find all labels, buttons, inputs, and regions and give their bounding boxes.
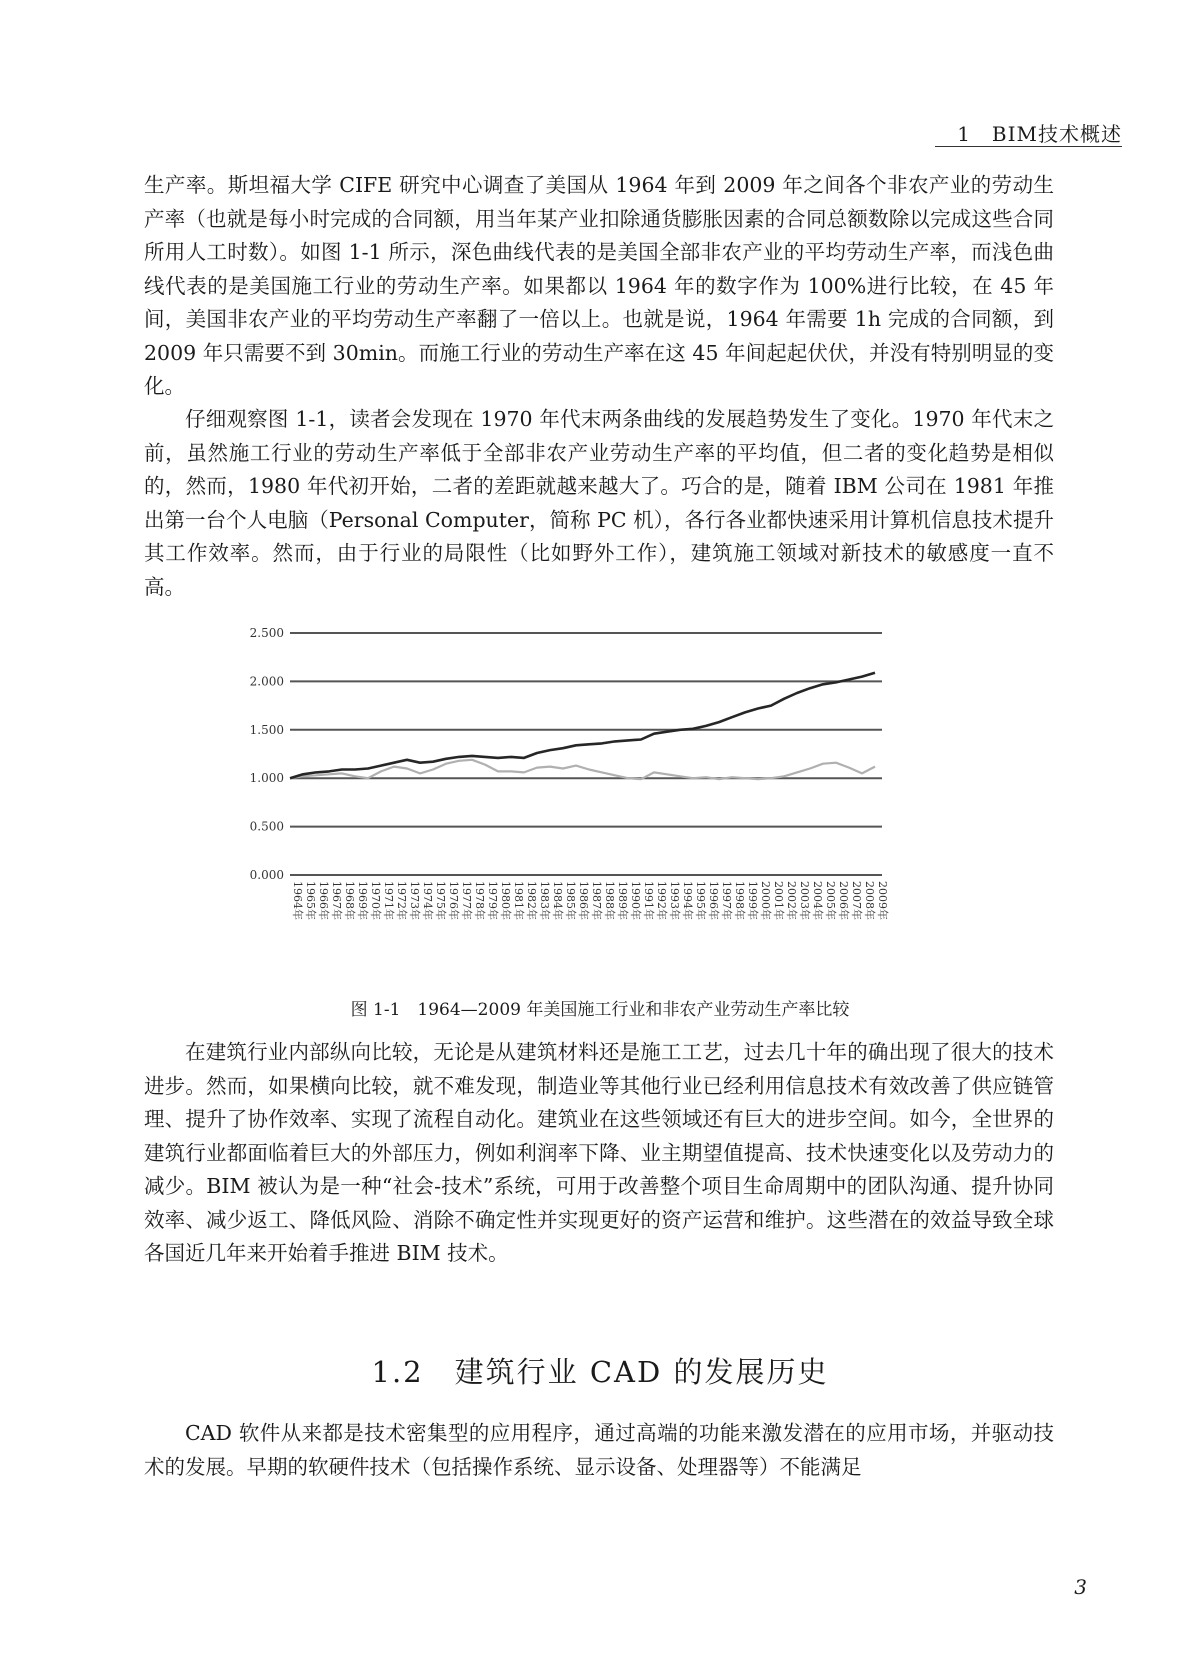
y-tick-label: 2.500 (249, 626, 284, 640)
x-tick-label: 1995年 (694, 881, 707, 920)
x-tick-label: 1992年 (655, 881, 668, 920)
x-tick-label: 2009年 (876, 881, 889, 920)
x-tick-label: 2000年 (759, 881, 772, 920)
series-line (290, 760, 875, 779)
x-tick-label: 1968年 (343, 881, 356, 920)
chart-gridlines (290, 633, 882, 875)
x-tick-label: 1971年 (382, 881, 395, 920)
x-tick-label: 1987年 (590, 881, 603, 920)
x-tick-label: 2004年 (811, 881, 824, 920)
x-tick-label: 1972年 (395, 881, 408, 920)
chart-series (290, 673, 875, 780)
x-tick-label: 1978年 (473, 881, 486, 920)
x-tick-label: 2008年 (863, 881, 876, 920)
x-tick-label: 1990年 (629, 881, 642, 920)
series-line (290, 673, 875, 779)
x-tick-label: 1979年 (486, 881, 499, 920)
x-tick-label: 1989年 (616, 881, 629, 920)
x-tick-label: 1975年 (434, 881, 447, 920)
y-tick-label: 1.500 (249, 722, 284, 737)
figure-caption: 图 1-1 1964—2009 年美国施工行业和非农产业劳动生产率比较 (350, 1000, 850, 1020)
paragraph-3: 在建筑行业内部纵向比较，无论是从建筑材料还是施工工艺，过去几十年的确出现了很大的技术进步。然而，如果横向比较，就不难发现，制造业等其他行业已经利用信息技术有效改善了供应链管理、提升了协作效率、实现了流程自动化。建筑业在这些领域还有巨大的进步空间。如今，全世界的建筑行业都面临着巨大的外部压力，例如利润率下降、业主期望值提高、技术快速变化以及劳动力的减少。BIM 被认为是一种“社会-技术”系统，可用于改善整个项目生命周期中的团队沟通、提升协同效率、减少返工、降低风险、消除不确定性并实现更好的资产运营和维护。这些潜在的效益导致全球各国近几年来开始着手推进 BIM 技术。 (144, 1040, 1054, 1265)
y-tick-label: 2.000 (249, 674, 284, 689)
x-tick-label: 1983年 (538, 881, 551, 920)
paragraph-4: CAD 软件从来都是技术密集型的应用程序，通过高端的功能来激发潜在的应用市场，并驱动技术的发展。早期的软硬件技术（包括操作系统、显示设备、处理器等）不能满足 (144, 1421, 1054, 1479)
x-tick-label: 1981年 (512, 881, 525, 920)
x-tick-label: 1984年 (551, 881, 564, 920)
x-tick-label: 2003年 (798, 881, 811, 920)
x-tick-label: 1993年 (668, 881, 681, 920)
x-tick-label: 1973年 (408, 881, 421, 920)
running-header: 1 BIM技术概述 (957, 122, 1122, 146)
x-tick-label: 2005年 (824, 881, 837, 920)
page-number: 3 (1074, 1575, 1087, 1599)
y-tick-label: 1.000 (249, 771, 284, 786)
x-tick-label: 1980年 (499, 881, 512, 920)
x-tick-label: 1996年 (707, 881, 720, 920)
x-tick-label: 1994年 (681, 881, 694, 920)
x-tick-label: 2001年 (772, 881, 785, 920)
x-axis-tick-labels (291, 881, 890, 920)
x-tick-label: 1976年 (447, 881, 460, 920)
x-tick-label: 1967年 (330, 881, 343, 920)
x-tick-label: 1970年 (369, 881, 382, 920)
x-tick-label: 2006年 (837, 881, 850, 920)
paragraph-1: 生产率。斯坦福大学 CIFE 研究中心调查了美国从 1964 年到 2009 年之间各个非农产业的劳动生产率（也就是每小时完成的合同额，用当年某产业扣除通货膨胀因素的合同总额数除以完成这些合同所用人工时数）。如图 1-1 所示，深色曲线代表的是美国全部非农产业的平均劳动生产率，而浅色曲线代表的是美国施工行业的劳动生产率。如果都以 1964 年的数字作为 100%进行比较，在 45 年间，美国非农产业的平均劳动生产率翻了一倍以上。也就是说，1964 年需要 1h 完成的合同额，到 2009 年只需要不到 30min。而施工行业的劳动生产率在这 45 年间起起伏伏，并没有特别明显的变化。 (144, 173, 1054, 398)
productivity-line-chart (235, 625, 905, 945)
y-axis-tick-labels (250, 626, 284, 882)
paragraph-2: 仔细观察图 1-1，读者会发现在 1970 年代末两条曲线的发展趋势发生了变化。1970 年代末之前，虽然施工行业的劳动生产率低于全部非农产业劳动生产率的平均值，但二者的变化趋势是相似的，然而，1980 年代初开始，二者的差距就越来越大了。巧合的是，随着 IBM 公司在 1981 年推出第一台个人电脑（Personal Computer，简称 PC 机），各行各业都快速采用计算机信息技术提升其工作效率。然而，由于行业的局限性（比如野外工作），建筑施工领域对新技术的敏感度一直不高。 (144, 407, 1054, 599)
x-tick-label: 1986年 (577, 881, 590, 920)
x-tick-label: 1966年 (317, 881, 330, 920)
x-tick-label: 1988年 (603, 881, 616, 920)
x-tick-label: 1965年 (304, 881, 317, 920)
x-tick-label: 1974年 (421, 881, 434, 920)
x-tick-label: 1985年 (564, 881, 577, 920)
x-tick-label: 2002年 (785, 881, 798, 920)
x-tick-label: 1969年 (356, 881, 369, 920)
x-tick-label: 1991年 (642, 881, 655, 920)
x-tick-label: 1997年 (720, 881, 733, 920)
x-tick-label: 1999年 (746, 881, 759, 920)
y-tick-label: 0.000 (249, 868, 284, 882)
x-tick-label: 1998年 (733, 881, 746, 920)
x-tick-label: 1977年 (460, 881, 473, 920)
header-rule (935, 146, 1122, 147)
x-tick-label: 1964年 (291, 881, 304, 920)
x-tick-label: 1982年 (525, 881, 538, 920)
x-tick-label: 2007年 (850, 881, 863, 920)
y-tick-label: 0.500 (249, 819, 284, 834)
section-heading: 1.2 建筑行业 CAD 的发展历史 (371, 1355, 829, 1389)
